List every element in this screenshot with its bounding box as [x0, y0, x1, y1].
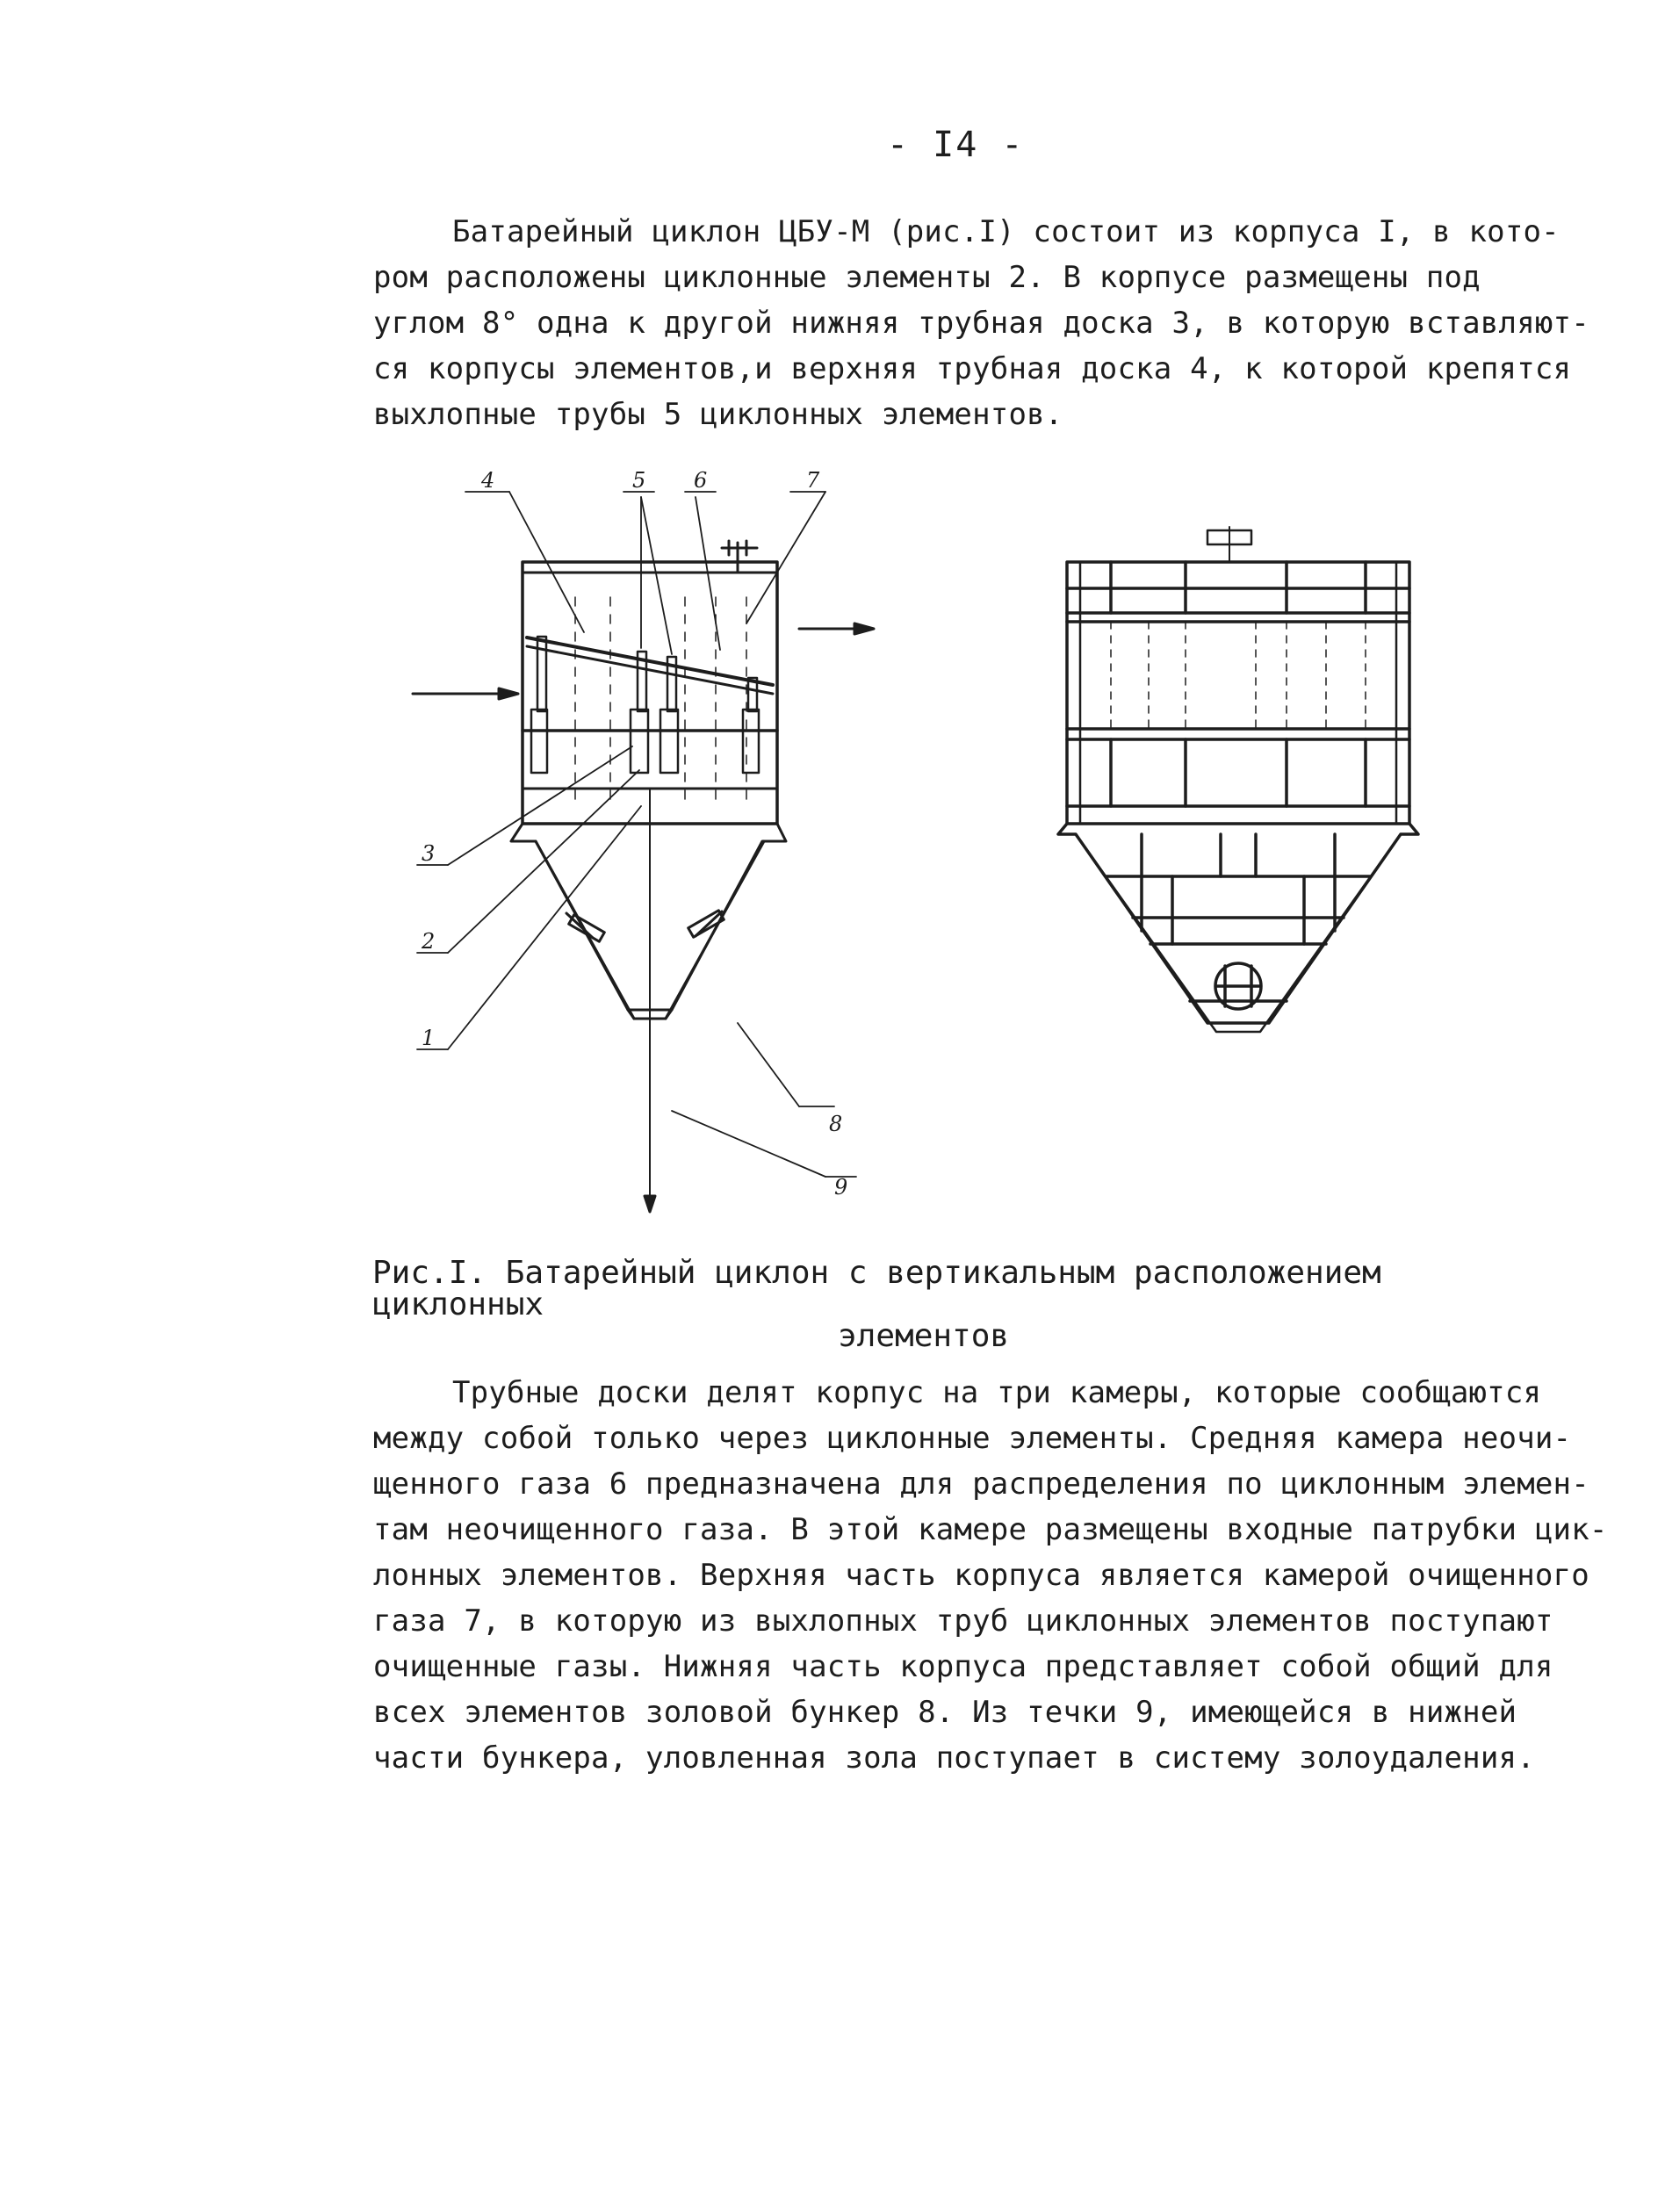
- label-3: 3: [422, 841, 436, 866]
- page-number: - I4 -: [887, 125, 1025, 165]
- text-line: части бункера, уловленная зола поступает в систему золоудаления.: [373, 1740, 1535, 1776]
- text-line: между собой только через циклонные элементы. Средняя камера неочи-: [373, 1421, 1572, 1456]
- text-line: газа 7, в которую из выхлопных труб циклонных элементов поступают: [373, 1603, 1553, 1639]
- text-line: всех элементов золовой бункер 8. Из течки 9, имеющейся в нижней: [373, 1695, 1517, 1730]
- text-line: ром расположены циклонные элементы 2. В корпусе размещены под: [373, 260, 1481, 295]
- text-line: очищенные газы. Нижняя часть корпуса представляет собой общий для: [373, 1649, 1553, 1684]
- label-7: 7: [806, 468, 820, 493]
- paragraph-intro: [373, 209, 1589, 437]
- front-view: [1058, 527, 1418, 1032]
- figure-caption: [372, 1257, 1514, 1352]
- paragraph-chambers: [373, 1370, 1608, 1781]
- text-line: Батарейный циклон ЦБУ-М (рис.I) состоит из корпуса I, в кото-: [452, 214, 1560, 249]
- text-line: щенного газа 6 предназначена для распределения по циклонным элемен-: [373, 1466, 1589, 1502]
- label-2: 2: [422, 929, 436, 954]
- figure-cyclone-drawing: [378, 457, 1572, 1238]
- caption-line-2: элементов: [838, 1318, 1010, 1354]
- text-line: лонных элементов. Верхняя часть корпуса является камерой очищенного: [373, 1558, 1589, 1593]
- label-9: 9: [834, 1175, 848, 1200]
- text-line: углом 8° одна к другой нижняя трубная доска 3, в которую вставляют-: [373, 306, 1589, 341]
- caption-line-1: Рис.I. Батарейный циклон с вертикальным расположением циклонных: [372, 1255, 1381, 1322]
- label-8: 8: [829, 1112, 843, 1136]
- text-line: там неочищенного газа. В этой камере размещены входные патрубки цик-: [373, 1512, 1608, 1547]
- text-line: ся корпусы элементов,и верхняя трубная доска 4, к которой крепятся: [373, 351, 1572, 386]
- side-view: [413, 468, 874, 1212]
- text-line: Трубные доски делят корпус на три камеры, которые сообщаются: [452, 1375, 1542, 1410]
- label-4: 4: [481, 468, 495, 493]
- text-line: выхлопные трубы 5 циклонных элементов.: [373, 397, 1063, 432]
- label-5: 5: [632, 468, 646, 493]
- label-1: 1: [422, 1026, 436, 1050]
- label-6: 6: [694, 468, 708, 493]
- cyclone-technical-drawing: [378, 457, 1572, 1238]
